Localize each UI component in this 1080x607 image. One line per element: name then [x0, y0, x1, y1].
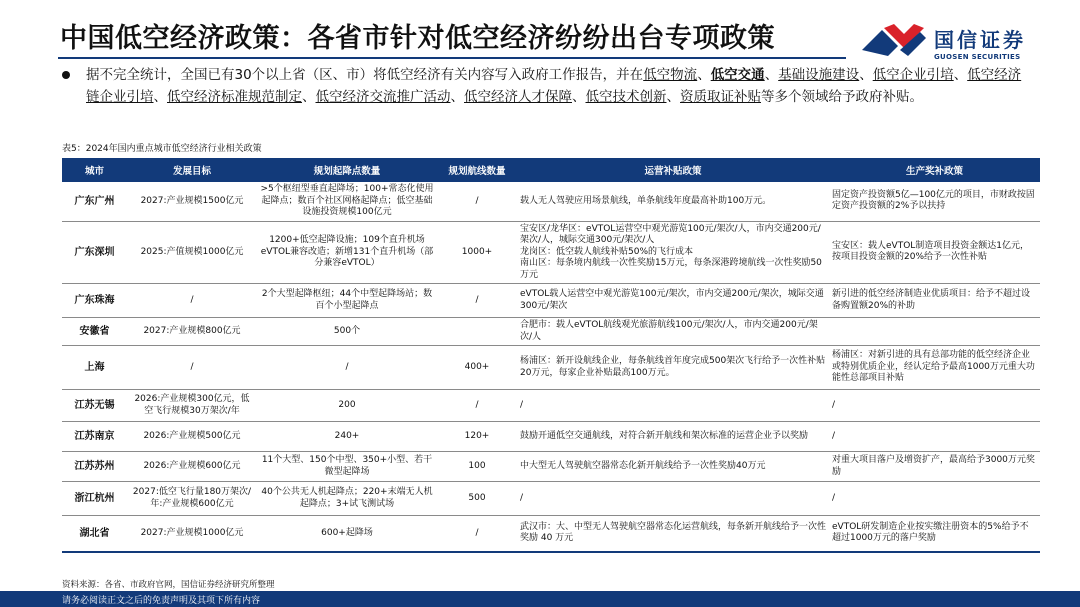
table-row — [62, 182, 1040, 221]
bullet-dot-icon — [62, 71, 70, 79]
cell-landing-sites: 200 — [257, 390, 437, 422]
cell-production-subsidy: / — [829, 422, 1040, 452]
cell-routes: 400+ — [437, 346, 517, 390]
cell-operation-subsidy: eVTOL载人运营空中观光游览100元/架次，市内交通200元/架次，城际交通300元/架次 — [517, 284, 829, 318]
table-row — [62, 390, 1040, 422]
cell-production-subsidy: / — [829, 390, 1040, 422]
logo-text-en: GUOSEN SECURITIES — [934, 53, 1021, 61]
cell-routes: 100 — [437, 452, 517, 482]
cell-goal: / — [127, 284, 257, 318]
cell-routes: 1000+ — [437, 221, 517, 284]
cell-landing-sites: 500个 — [257, 318, 437, 346]
cell-goal: 2027:产业规模1500亿元 — [127, 182, 257, 221]
header-goal: 发展目标 — [127, 158, 257, 182]
cell-landing-sites: 1200+低空起降设施；109个直升机场eVTOL兼容改造；新增131个直升机场（部分兼容eVTOL） — [257, 221, 437, 284]
cell-routes: / — [437, 390, 517, 422]
cell-goal: 2027:低空飞行量180万架次/年:产业规模600亿元 — [127, 482, 257, 516]
cell-operation-subsidy: 鼓励开通低空交通航线，对符合新开航线和架次标准的运营企业予以奖励 — [517, 422, 829, 452]
cell-operation-subsidy: 载人无人驾驶应用场景航线，单条航线年度最高补助100万元。 — [517, 182, 829, 221]
cell-operation-subsidy: 中大型无人驾驶航空器常态化新开航线给予一次性奖励40万元 — [517, 452, 829, 482]
cell-operation-subsidy: 宝安区/龙华区：eVTOL运营空中观光游览100元/架次/人，市内交通200元/架次/人，城际交通300元/架次/人 龙岗区：低空载人航线补贴50%的飞行成本 南山区：每条境内航线一次性奖励15万元，每条深港跨境航线一次性奖励50万元 — [517, 221, 829, 284]
cell-routes: / — [437, 516, 517, 552]
cell-goal: 2026:产业规模600亿元 — [127, 452, 257, 482]
table-row — [62, 422, 1040, 452]
cell-city: 安徽省 — [62, 318, 127, 346]
source-note: 资料来源：各省、市政府官网，国信证券经济研究所整理 — [62, 580, 275, 590]
table-caption: 表5：2024年国内重点城市低空经济行业相关政策 — [62, 144, 262, 154]
header-landing-sites: 规划起降点数量 — [257, 158, 437, 182]
header-routes: 规划航线数量 — [437, 158, 517, 182]
title-divider — [58, 57, 846, 59]
cell-production-subsidy: 杨浦区：对新引进的具有总部功能的低空经济企业或特别优质企业，经认定给予最高1000万元重大功能性总部项目补贴 — [829, 346, 1040, 390]
cell-production-subsidy: 对重大项目落户及增资扩产，最高给予3000万元奖励 — [829, 452, 1040, 482]
cell-routes: / — [437, 182, 517, 221]
cell-routes: / — [437, 284, 517, 318]
guosen-logo-icon — [858, 20, 930, 64]
cell-goal: 2026:产业规模500亿元 — [127, 422, 257, 452]
cell-production-subsidy: / — [829, 482, 1040, 516]
cell-landing-sites: 40个公共无人机起降点；220+末端无人机起降点；3+试飞测试场 — [257, 482, 437, 516]
cell-goal: 2025:产值规模1000亿元 — [127, 221, 257, 284]
table-row — [62, 516, 1040, 552]
cell-operation-subsidy: 武汉市：大、中型无人驾驶航空器常态化运营航线，每条新开航线给予一次性奖励 40 万元 — [517, 516, 829, 552]
summary-text: 据不完全统计，全国已有30个以上省（区、市）将低空经济有关内容写入政府工作报告，并在低空物流、低空交通、基础设施建设、低空企业引培、低空经济链企业引培、低空经济标准规范制定、低空经济交流推广活动、低空经济人才保障、低空技术创新、资质取证补贴等多个领域给予政府补贴。 — [86, 67, 1022, 105]
policy-table — [62, 158, 1040, 553]
cell-operation-subsidy: 合肥市：载人eVTOL航线观光旅游航线100元/架次/人，市内交通200元/架次/人 — [517, 318, 829, 346]
cell-production-subsidy: 固定资产投资额5亿—100亿元的项目，市财政按固定资产投资额的2%予以扶持 — [829, 182, 1040, 221]
cell-operation-subsidy: / — [517, 390, 829, 422]
cell-landing-sites: >5个枢纽型垂直起降场；100+常态化使用起降点；数百个社区网格起降点；低空基础设施投资规模100亿元 — [257, 182, 437, 221]
cell-production-subsidy: 宝安区：载人eVTOL制造项目投资金额达1亿元，按项目投资金额的20%给予一次性补贴 — [829, 221, 1040, 284]
cell-routes: 500 — [437, 482, 517, 516]
cell-landing-sites: 240+ — [257, 422, 437, 452]
cell-goal: 2026:产业规模300亿元，低空飞行规模30万架次/年 — [127, 390, 257, 422]
cell-city: 广东珠海 — [62, 284, 127, 318]
cell-city: 湖北省 — [62, 516, 127, 552]
page-title: 中国低空经济政策：各省市针对低空经济纷纷出台专项政策 — [60, 23, 775, 54]
summary-bullet — [62, 64, 1032, 108]
cell-operation-subsidy: / — [517, 482, 829, 516]
cell-city: 广东广州 — [62, 182, 127, 221]
cell-goal: / — [127, 346, 257, 390]
cell-goal: 2027:产业规模800亿元 — [127, 318, 257, 346]
cell-landing-sites: / — [257, 346, 437, 390]
cell-landing-sites: 11个大型、150个中型、350+小型、若干微型起降场 — [257, 452, 437, 482]
table-row — [62, 318, 1040, 346]
cell-city: 浙江杭州 — [62, 482, 127, 516]
cell-production-subsidy — [829, 318, 1040, 346]
table-row — [62, 221, 1040, 284]
cell-operation-subsidy: 杨浦区：新开设航线企业，每条航线首年度完成500架次飞行给予一次性补贴20万元，每家企业补贴最高100万元。 — [517, 346, 829, 390]
header-production-subsidy: 生产奖补政策 — [829, 158, 1040, 182]
header-city: 城市 — [62, 158, 127, 182]
cell-goal: 2027:产业规模1000亿元 — [127, 516, 257, 552]
cell-city: 江苏苏州 — [62, 452, 127, 482]
logo-text-cn: 国信证券 — [934, 28, 1026, 52]
table-header-row — [62, 158, 1040, 182]
cell-city: 广东深圳 — [62, 221, 127, 284]
cell-city: 上海 — [62, 346, 127, 390]
cell-production-subsidy: eVTOL研发制造企业按实缴注册资本的5%给予不超过1000万元的落户奖励 — [829, 516, 1040, 552]
header-operation-subsidy: 运营补贴政策 — [517, 158, 829, 182]
table-row — [62, 284, 1040, 318]
table-row — [62, 482, 1040, 516]
cell-landing-sites: 2个大型起降枢纽；44个中型起降场站；数百个小型起降点 — [257, 284, 437, 318]
cell-routes — [437, 318, 517, 346]
cell-landing-sites: 600+起降场 — [257, 516, 437, 552]
cell-city: 江苏南京 — [62, 422, 127, 452]
footer-bar — [0, 591, 1080, 607]
cell-city: 江苏无锡 — [62, 390, 127, 422]
table-row — [62, 452, 1040, 482]
cell-production-subsidy: 新引进的低空经济制造业优质项目：给予不超过设备购置额20%的补助 — [829, 284, 1040, 318]
brand-logo — [858, 20, 1068, 70]
disclaimer-text: 请务必阅读正文之后的免责声明及其项下所有内容 — [62, 596, 261, 606]
table-row — [62, 346, 1040, 390]
cell-routes: 120+ — [437, 422, 517, 452]
